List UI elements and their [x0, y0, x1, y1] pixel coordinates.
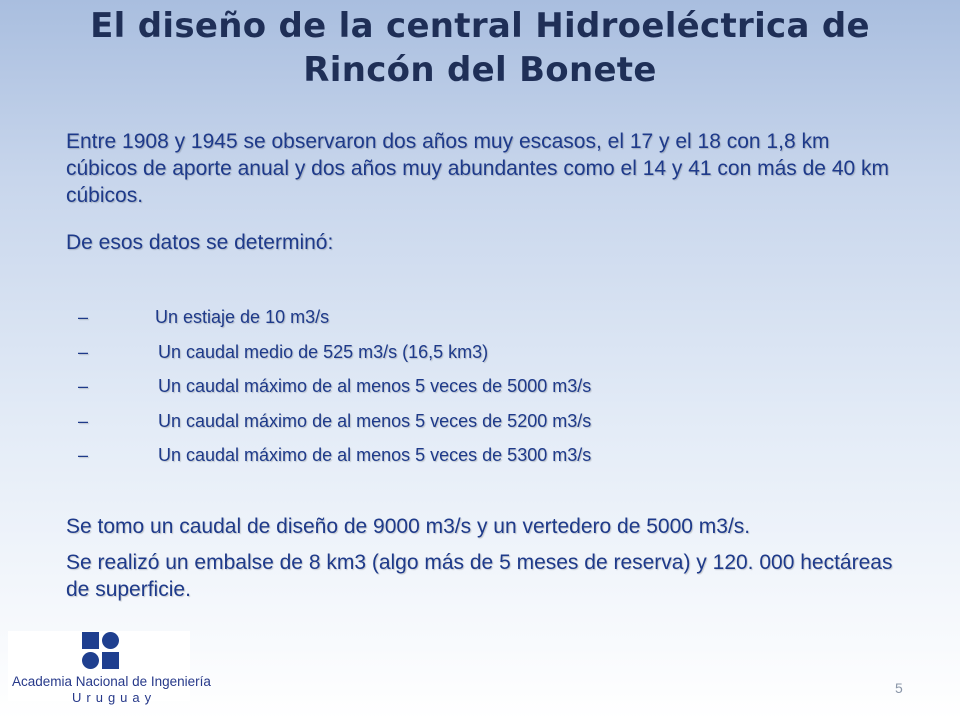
page-number: 5	[895, 680, 903, 696]
bullet-item	[78, 444, 898, 479]
bullet-text: Un caudal máximo de al menos 5 veces de 5300 m3/s	[158, 445, 592, 465]
logo-circle-icon	[102, 632, 119, 649]
intro-paragraph: Entre 1908 y 1945 se observaron dos años muy escasos, el 17 y el 18 con 1,8 km cúbicos de aporte anual y dos años muy abundantes como el 14 y 41 con más de 40 km cúbicos.	[66, 130, 889, 207]
bullet-dash: –	[78, 341, 89, 362]
bullet-text: Un caudal máximo de al menos 5 veces de 5000 m3/s	[158, 376, 592, 396]
bullet-dash: –	[78, 376, 89, 396]
bullet-text: Un caudal máximo de al menos 5 veces de 5200 m3/s	[158, 410, 592, 431]
logo-square-icon	[102, 652, 119, 669]
bullet-item	[78, 375, 898, 410]
bullet-list	[78, 306, 898, 479]
determined-paragraph: De esos datos se determinó:	[66, 231, 334, 254]
bullet-dash: –	[78, 445, 89, 465]
bullet-item	[78, 410, 898, 445]
logo-circle-icon	[82, 652, 99, 669]
slide-title-line-1: El diseño de la central Hidroeléctrica de	[90, 6, 870, 46]
logo-name: Academia Nacional de Ingeniería	[12, 674, 211, 689]
slide-title	[0, 4, 960, 92]
reservoir-paragraph: Se realizó un embalse de 8 km3 (algo más de 5 meses de reserva) y 120. 000 hectáreas de superficie.	[66, 551, 893, 601]
logo-country: Uruguay	[72, 690, 157, 705]
academy-logo	[8, 626, 211, 716]
design-flow-paragraph: Se tomo un caudal de diseño de 9000 m3/s y un vertedero de 5000 m3/s.	[66, 515, 751, 538]
bullet-item	[78, 341, 898, 376]
logo-square-icon	[82, 632, 99, 649]
bullet-dash: –	[78, 410, 89, 431]
bullet-text: Un caudal medio de 525 m3/s (16,5 km3)	[158, 341, 489, 362]
bullet-dash: –	[78, 307, 89, 327]
bullet-item	[78, 306, 898, 341]
slide-title-line-2: Rincón del Bonete	[303, 50, 657, 90]
bullet-text: Un estiaje de 10 m3/s	[155, 307, 330, 327]
